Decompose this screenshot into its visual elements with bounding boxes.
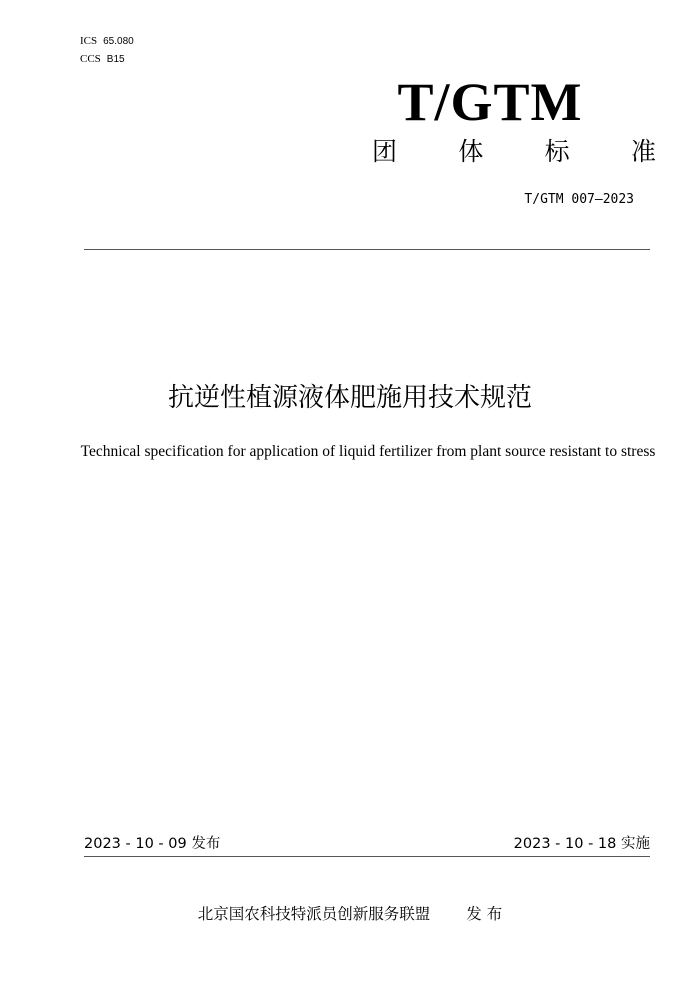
ccs-code: B15 <box>106 54 125 65</box>
standard-type-char: 体 <box>458 137 484 166</box>
standard-type-char: 团 <box>372 137 398 166</box>
ics-label: ICS <box>80 35 98 47</box>
implement-date: 2023 - 10 - 18 实施 <box>513 836 650 852</box>
ccs-classification <box>80 52 125 67</box>
top-divider <box>84 249 650 250</box>
ccs-label: CCS <box>80 53 101 65</box>
bottom-divider <box>84 856 650 857</box>
standard-number: T/GTM 007—2023 <box>524 192 634 207</box>
ics-code: 65.080 <box>103 36 134 47</box>
standard-type-char: 标 <box>544 137 570 166</box>
standard-logo: T/GTM <box>397 72 583 132</box>
publisher-action: 发 布 <box>466 905 503 923</box>
standard-type <box>372 134 656 170</box>
publish-date: 2023 - 10 - 09 发布 <box>84 836 221 852</box>
publisher-line <box>0 903 700 925</box>
publisher-name: 北京国农科技特派员创新服务联盟 <box>197 905 431 923</box>
title-english: Technical specification for application of liquid fertilizer from plant source resistant to stress <box>80 443 656 460</box>
ics-classification <box>80 34 134 49</box>
title-chinese: 抗逆性植源液体肥施用技术规范 <box>167 383 532 413</box>
standard-type-char: 准 <box>630 137 656 166</box>
